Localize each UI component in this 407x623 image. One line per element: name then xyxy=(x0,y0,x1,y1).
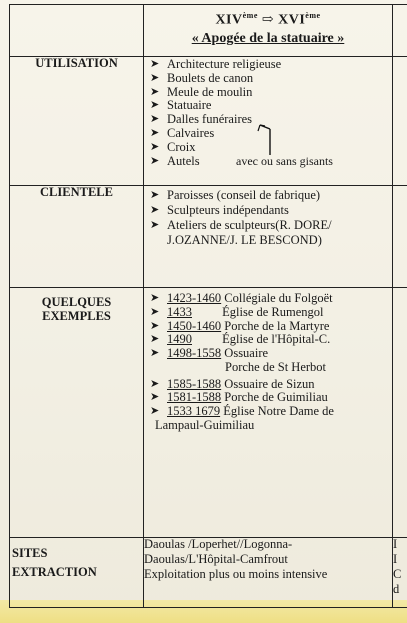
list-item-continuation: Lampaul-Guimiliau xyxy=(155,417,255,432)
arrowhead-icon: ➤ xyxy=(150,58,160,70)
list-item: ➤ Autels xyxy=(150,153,200,168)
arrowhead-icon: ➤ xyxy=(150,377,160,390)
arrowhead-icon: ➤ xyxy=(150,154,160,167)
list-item: ➤ 1581-1588 Porche de Guimiliau xyxy=(150,390,328,405)
list-item: ➤ Paroisses (conseil de fabrique) xyxy=(150,188,321,202)
handwritten-arrow-icon xyxy=(256,123,286,157)
clientele-cell xyxy=(144,186,393,288)
clientele-row xyxy=(10,186,407,288)
utilisation-row xyxy=(10,57,407,186)
arrowhead-icon: ➤ xyxy=(150,405,160,418)
exemples-cell xyxy=(144,288,393,538)
arrowhead-icon: ➤ xyxy=(150,140,160,153)
header-empty-cell xyxy=(10,5,144,57)
clientele-label: CLIENTELE xyxy=(10,186,144,288)
utilisation-label: UTILISATION xyxy=(10,57,144,186)
list-item: ➤ 1533 1679 Église Notre Dame de xyxy=(150,404,334,419)
list-item: ➤ Calvaires xyxy=(150,125,215,140)
list-item: ➤ 1450-1460 Porche de la Martyre xyxy=(150,318,330,333)
arrowhead-icon: ➤ xyxy=(150,391,160,404)
list-item-continuation: J.OZANNE/J. LE BESCOND) xyxy=(167,233,322,247)
list-item: ➤ Sculpteurs indépendants xyxy=(150,203,289,217)
exemples-label: QUELQUES EXEMPLES xyxy=(10,288,144,538)
sites-right-cell xyxy=(393,538,407,608)
list-item: ➤ Meule de moulin xyxy=(150,84,253,99)
arrowhead-icon: ➤ xyxy=(150,219,160,231)
sites-row xyxy=(10,538,407,608)
list-item-continuation: Porche de St Herbot xyxy=(225,359,327,374)
header-right-cell xyxy=(393,5,407,57)
period-subtitle: « Apogée de la statuaire » xyxy=(191,31,345,47)
list-item: ➤ 1423-1460 Collégiale du Folgoët xyxy=(150,291,333,305)
arrowhead-icon: ➤ xyxy=(150,113,160,126)
utilisation-right-cell xyxy=(393,57,407,186)
truncated-text: C xyxy=(393,567,402,581)
clientele-right-cell xyxy=(393,186,407,288)
utilisation-cell xyxy=(144,57,393,186)
arrowhead-icon: ➤ xyxy=(150,99,160,112)
arrowhead-icon: ➤ xyxy=(150,85,160,98)
sites-line: Exploitation plus ou moins intensive xyxy=(144,567,328,581)
list-item: ➤ Boulets de canon xyxy=(150,70,254,85)
sites-line: Daoulas /Loperhet//Logonna- xyxy=(144,537,293,551)
sites-line: Daoulas/L'Hôpital-Camfrout xyxy=(144,552,288,566)
list-item: ➤ Ateliers de sculpteurs(R. DORE/ xyxy=(150,218,332,232)
arrowhead-icon: ➤ xyxy=(150,126,160,139)
list-item: ➤ Croix xyxy=(150,139,196,154)
list-item: ➤ Architecture religieuse xyxy=(150,57,282,71)
arrowhead-icon: ➤ xyxy=(150,204,160,216)
list-item: ➤ 1585-1588 Ossuaire de Sizun xyxy=(150,376,315,391)
header-cell xyxy=(144,5,393,57)
list-item: ➤ Statuaire xyxy=(150,98,212,113)
header-row xyxy=(10,5,407,57)
arrowhead-icon: ➤ xyxy=(150,189,160,201)
truncated-text: d xyxy=(393,582,400,596)
sites-cell xyxy=(144,538,393,608)
exemples-right-cell xyxy=(393,288,407,538)
period-title: XIVème ⇨ XVIème xyxy=(215,11,321,28)
list-item: ➤ 1498-1558 Ossuaire xyxy=(150,346,269,361)
arrowhead-icon: ➤ xyxy=(150,319,160,332)
arrowhead-icon: ➤ xyxy=(150,305,160,318)
sites-label: SITES EXTRACTION xyxy=(10,538,144,608)
arrowhead-icon: ➤ xyxy=(150,292,160,304)
list-item: ➤ 1433 Église de Rumengol xyxy=(150,304,324,319)
gisants-note: avec ou sans gisants xyxy=(236,154,333,168)
arrowhead-icon: ➤ xyxy=(150,71,160,84)
arrowhead-icon: ➤ xyxy=(150,333,160,346)
list-item: ➤ Dalles funéraires xyxy=(150,112,253,127)
list-item: ➤ 1490 Église de l'Hôpital-C. xyxy=(150,332,331,347)
truncated-text: I xyxy=(393,552,398,566)
exemples-row xyxy=(10,288,407,538)
arrowhead-icon: ➤ xyxy=(150,347,160,360)
summary-table xyxy=(9,4,407,608)
truncated-text: I xyxy=(393,537,398,551)
